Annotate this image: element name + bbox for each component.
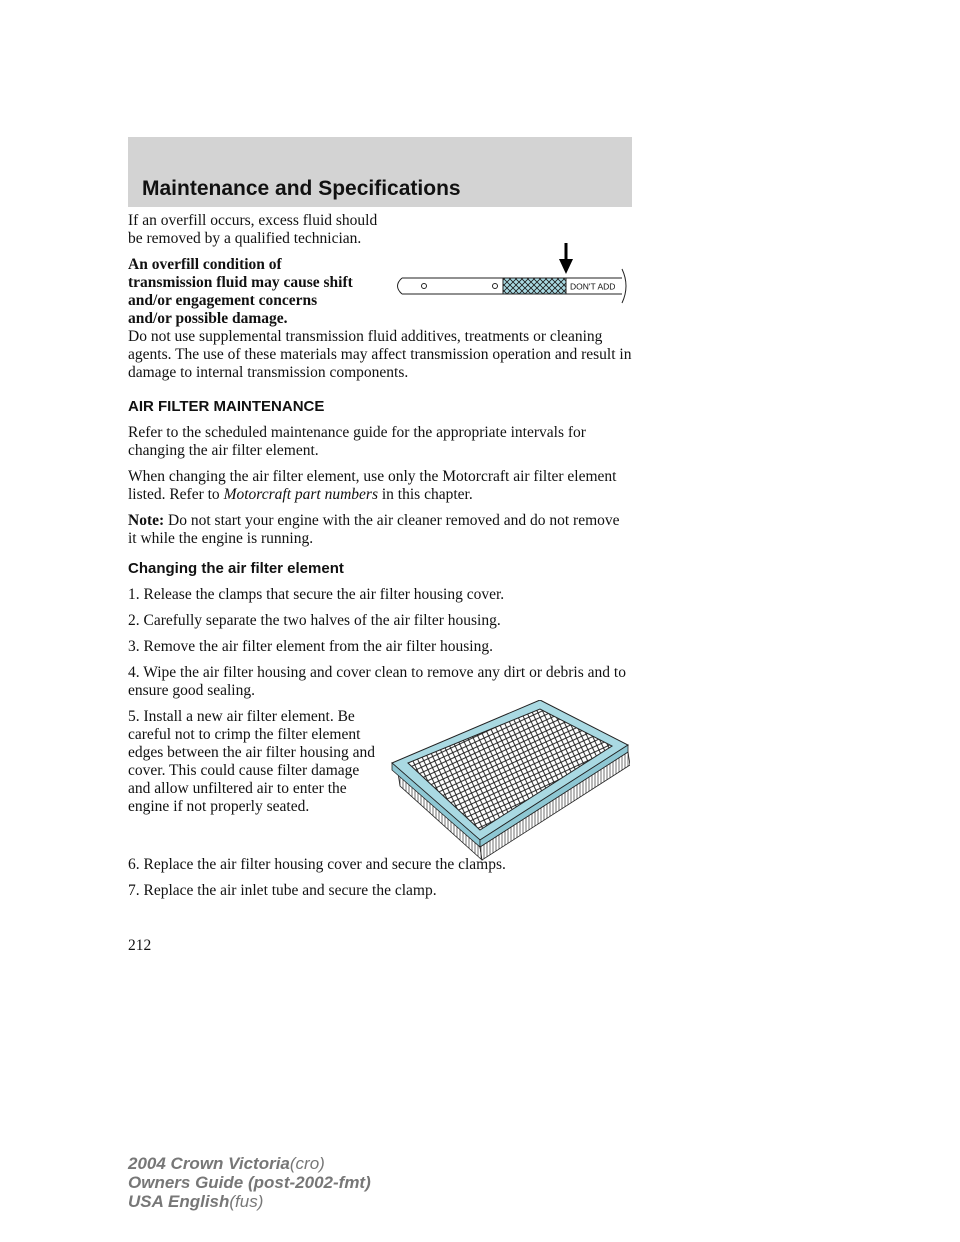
overfill-text: If an overfill occurs, excess fluid should be removed by a qualified technician. [128,212,378,247]
dont-add-label: DON'T ADD [570,281,616,292]
step-1: 1. Release the clamps that secure the air filter housing cover. [128,586,505,603]
footer-line-3: USA English(fus) [128,1192,264,1211]
step-3: 3. Remove the air filter element from the air filter housing. [128,638,493,655]
air-filter-heading: AIR FILTER MAINTENANCE [128,398,325,415]
page-number: 212 [128,937,152,954]
motorcraft-text: When changing the air filter element, use only the Motorcraft air filter element listed. Refer to Motorcraft part numbers in this chapter. [128,468,617,503]
footer [128,1154,371,1211]
section-title: Maintenance and Specifications [142,177,461,200]
step-2: 2. Carefully separate the two halves of the air filter housing. [128,612,501,629]
changing-heading: Changing the air filter element [128,560,344,577]
note-text: Note: Do not start your engine with the air cleaner removed and do not remove it while the engine is running. [128,512,620,547]
step-6: 6. Replace the air filter housing cover and secure the clamps. [128,856,506,873]
step-7: 7. Replace the air inlet tube and secure the clamp. [128,882,437,899]
page-content [128,212,632,900]
intervals-text: Refer to the scheduled maintenance guide for the appropriate intervals for changing the air filter element. [128,424,586,459]
overfill-warning: An overfill condition of transmission fluid may cause shift and/or engagement concerns and/or possible damage. [128,256,353,327]
step-4: 4. Wipe the air filter housing and cover clean to remove any dirt or debris and to ensure good sealing. [128,664,626,699]
footer-line-2: Owners Guide (post-2002-fmt) [128,1173,371,1192]
footer-line-1: 2004 Crown Victoria(cro) [128,1154,325,1173]
additives-text: Do not use supplemental transmission fluid additives, treatments or cleaning agents. The use of these materials may affect transmission operation and result in damage to internal transmission components. [128,328,632,381]
section-header [128,137,632,207]
step-5: 5. Install a new air filter element. Be careful not to crimp the filter element edges between the air filter housing and cover. This could cause filter damage and allow unfiltered air to enter the engine if not properly seated. [128,708,376,815]
